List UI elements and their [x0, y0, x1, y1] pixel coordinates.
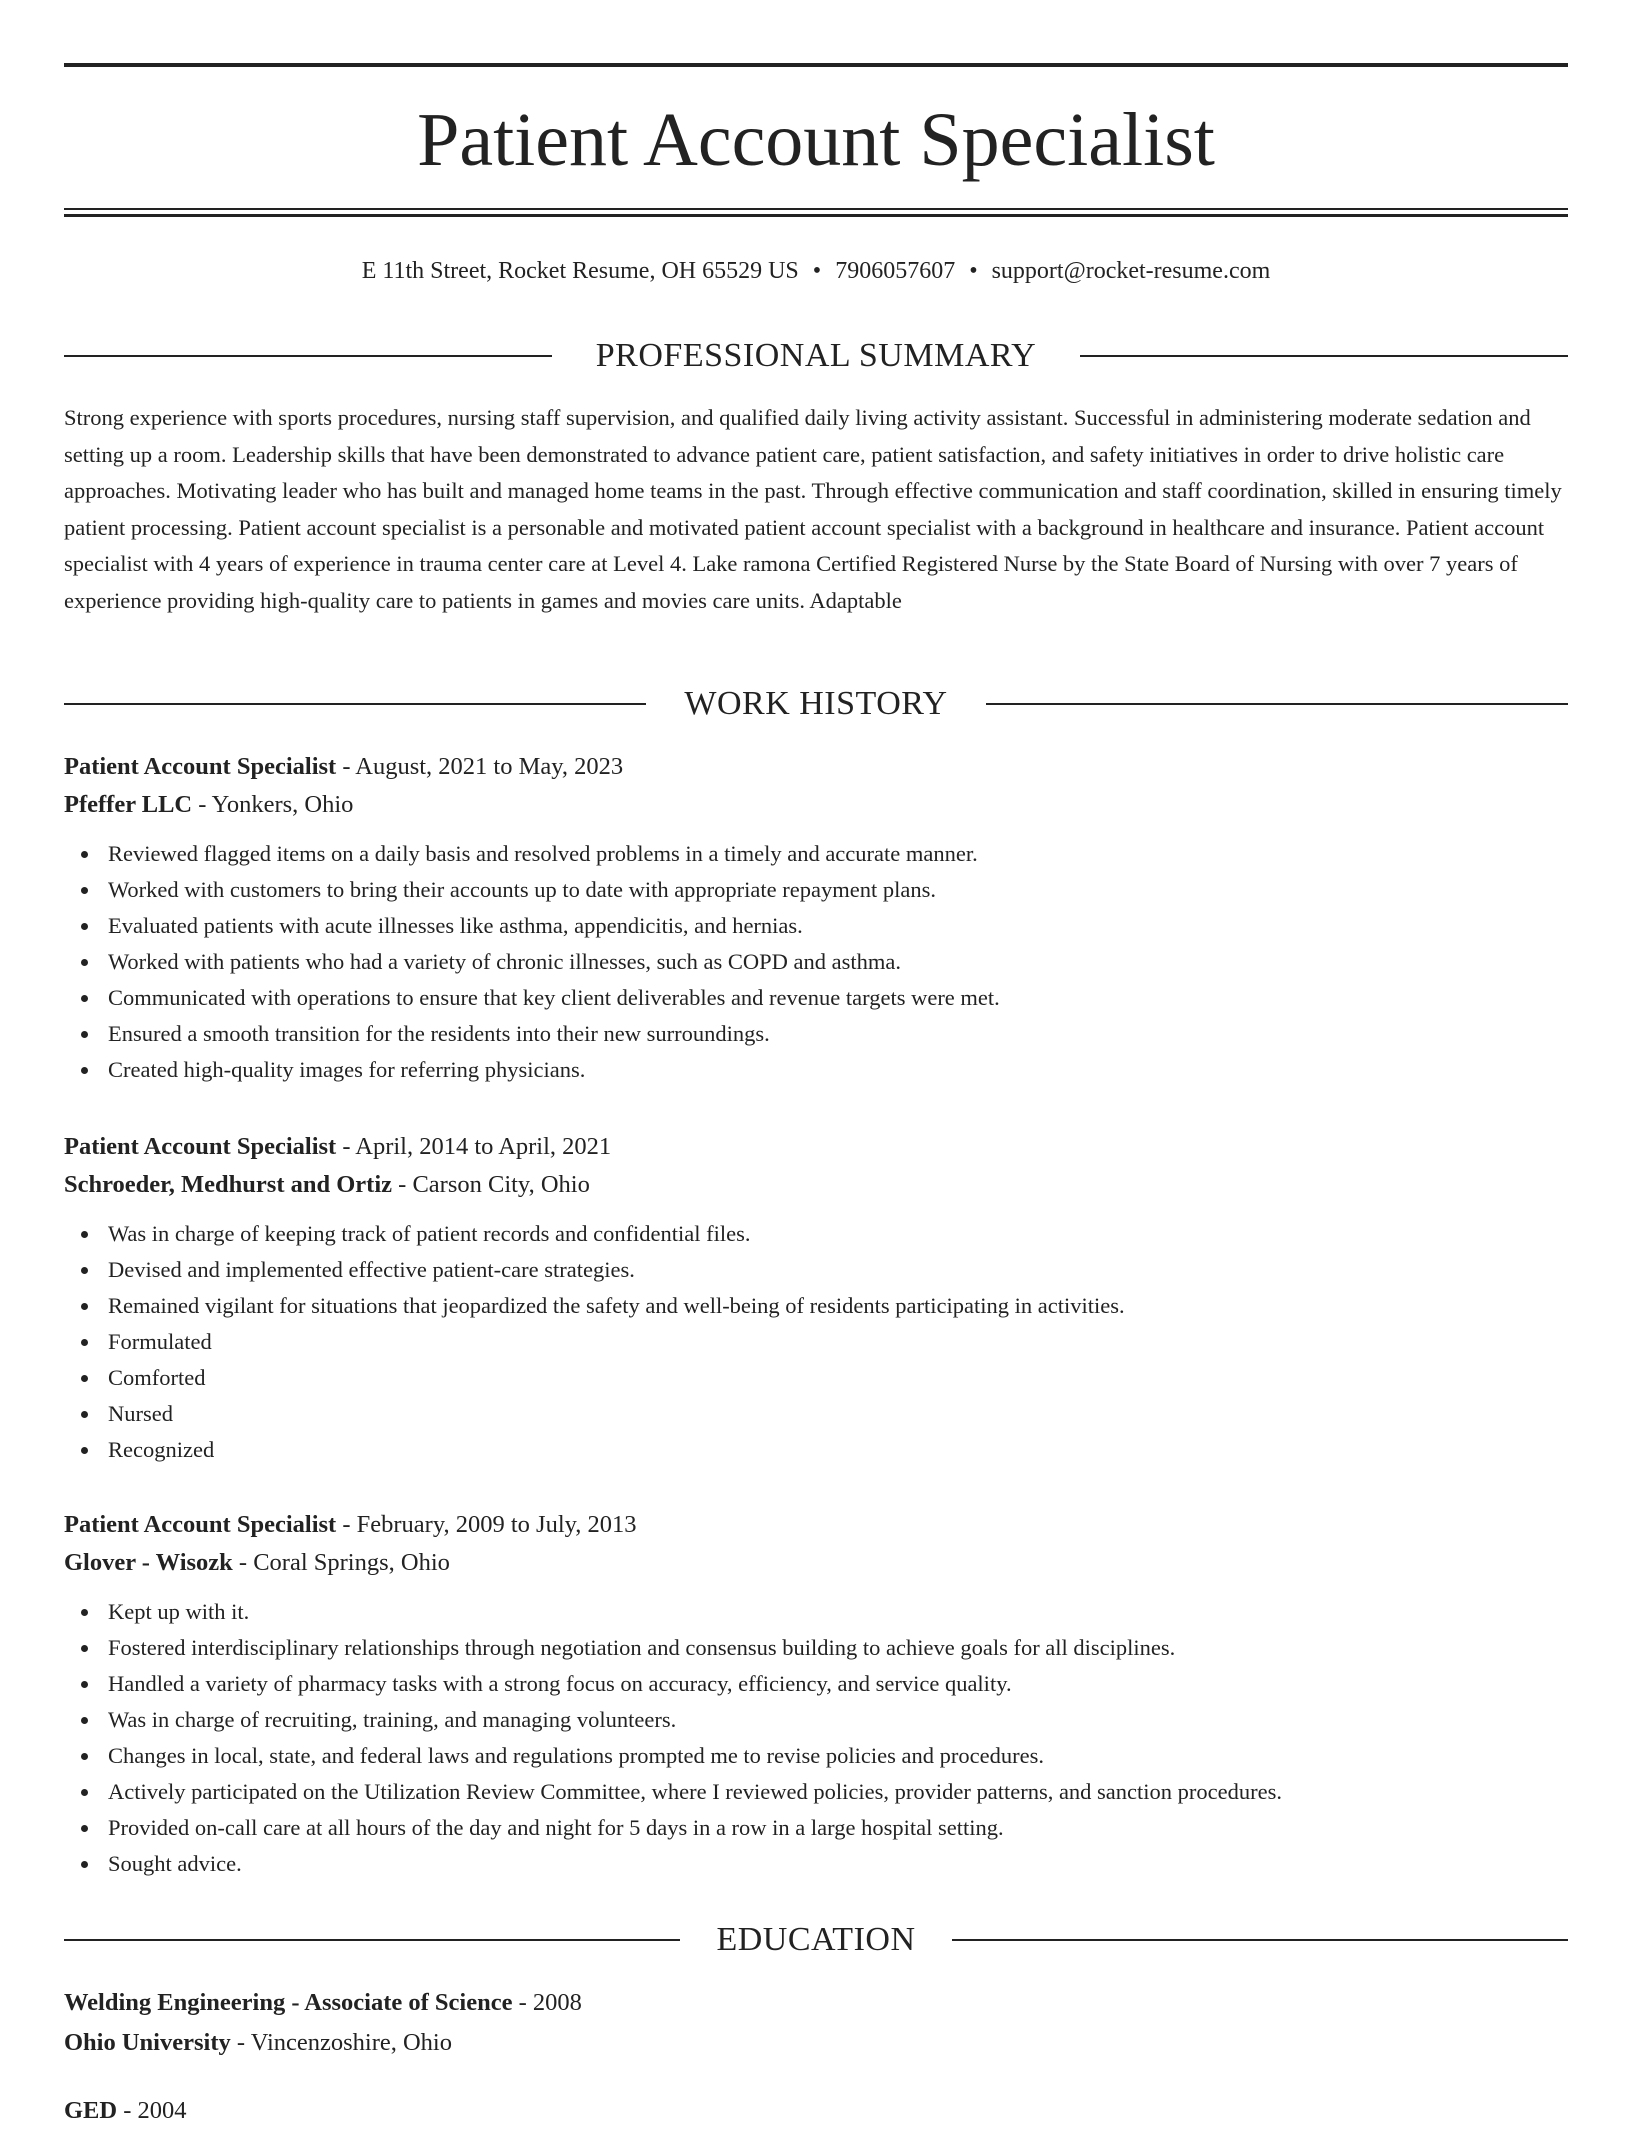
job-location: - Carson City, Ohio [392, 1171, 590, 1198]
job-entry [64, 1128, 1568, 1468]
bullet-item: Ensured a smooth transition for the residents into their new surroundings. [64, 1016, 1568, 1052]
job-dates: - April, 2014 to April, 2021 [336, 1133, 612, 1160]
summary-text: Strong experience with sports procedures, nursing staff supervision, and qualified daily living activity assistant. Successful in administering moderate sedation and setting up a room. Leadership skills that have been demonstrated to advance patient care, patient satisfaction, and safety initiatives in order to drive holistic care approaches. Motivating leader who has built and managed home teams in the past. Through effective communication and staff coordination, skilled in ensuring timely patient processing. Patient account specialist is a personable and motivated patient account specialist with a background in healthcare and insurance. Patient account specialist with 4 years of experience in trauma center care at Level 4. Lake ramona Certified Registered Nurse by the State Board of Nursing with over 7 years of experience providing high-quality care to patients in games and movies care units. Adaptable [64, 405, 1562, 613]
education-entry [64, 2092, 1568, 2130]
bullet-item: Created high-quality images for referring physicians. [64, 1052, 1568, 1088]
job-bullets [64, 1216, 1568, 1468]
education-degree: GED [64, 2097, 118, 2124]
job-title-line [64, 1506, 1568, 1544]
bullet-item: Worked with patients who had a variety of chronic illnesses, such as COPD and asthma. [64, 944, 1568, 980]
job-title: Patient Account Specialist [64, 1133, 337, 1160]
education-school-line [64, 2024, 1568, 2062]
contact-separator: • [969, 258, 978, 284]
bullet-item: Actively participated on the Utilization Review Committee, where I reviewed policies, provider patterns, and sanction procedures. [64, 1774, 1568, 1810]
education-school: Ohio University [64, 2029, 231, 2056]
bullet-item: Changes in local, state, and federal laws and regulations prompted me to revise policies and procedures. [64, 1738, 1568, 1774]
job-title-line [64, 1128, 1568, 1166]
bullet-item: Was in charge of recruiting, training, and managing volunteers. [64, 1702, 1568, 1738]
bullet-item: Handled a variety of pharmacy tasks with a strong focus on accuracy, efficiency, and service quality. [64, 1666, 1568, 1702]
heading-rule-right [986, 703, 1568, 705]
job-bullets [64, 1594, 1568, 1882]
education-year: - 2004 [117, 2097, 187, 2124]
bullet-item: Fostered interdisciplinary relationships through negotiation and consensus building to achieve goals for all disciplines. [64, 1630, 1568, 1666]
job-dates: - February, 2009 to July, 2013 [336, 1511, 637, 1538]
section-heading-education [64, 1920, 1568, 1960]
section-heading-work [64, 684, 1568, 724]
bullet-item: Worked with customers to bring their accounts up to date with appropriate repayment plans. [64, 872, 1568, 908]
bullet-item: Comforted [64, 1360, 1568, 1396]
bullet-item: Sought advice. [64, 1846, 1568, 1882]
bullet-item: Devised and implemented effective patient-care strategies. [64, 1252, 1568, 1288]
bullet-item: Communicated with operations to ensure that key client deliverables and revenue targets were met. [64, 980, 1568, 1016]
contact-line [64, 254, 1568, 288]
bullet-item: Was in charge of keeping track of patient records and confidential files. [64, 1216, 1568, 1252]
page-title: Patient Account Specialist [417, 98, 1215, 182]
job-company-line [64, 786, 1568, 824]
education-degree-line [64, 1984, 1568, 2022]
education-entry [64, 1984, 1568, 2062]
bullet-item: Formulated [64, 1324, 1568, 1360]
job-title: Patient Account Specialist [64, 753, 337, 780]
job-title-line [64, 748, 1568, 786]
bullet-item: Provided on-call care at all hours of the day and night for 5 days in a row in a large hospital setting. [64, 1810, 1568, 1846]
job-company-line [64, 1544, 1568, 1582]
job-dates: - August, 2021 to May, 2023 [336, 753, 624, 780]
job-title: Patient Account Specialist [64, 1511, 337, 1538]
contact-email: support@rocket-resume.com [991, 258, 1271, 284]
heading-rule-right [952, 1939, 1568, 1941]
job-company: Pfeffer LLC [64, 791, 193, 818]
job-company-line [64, 1166, 1568, 1204]
job-company: Glover - Wisozk [64, 1549, 233, 1576]
top-rule [64, 63, 1568, 67]
bullet-item: Kept up with it. [64, 1594, 1568, 1630]
bullet-item: Remained vigilant for situations that jeopardized the safety and well-being of residents participating in activities. [64, 1288, 1568, 1324]
section-heading-label: PROFESSIONAL SUMMARY [595, 337, 1037, 374]
title-double-rule [64, 208, 1568, 217]
bullet-item: Evaluated patients with acute illnesses like asthma, appendicitis, and hernias. [64, 908, 1568, 944]
job-entry [64, 748, 1568, 1088]
bullet-item: Recognized [64, 1432, 1568, 1468]
contact-phone: 7906057607 [835, 258, 956, 284]
contact-address: E 11th Street, Rocket Resume, OH 65529 US [361, 258, 799, 284]
job-bullets [64, 836, 1568, 1088]
section-heading-label: WORK HISTORY [684, 685, 948, 722]
section-heading-summary [64, 336, 1568, 376]
job-location: - Yonkers, Ohio [192, 791, 354, 818]
education-degree: Welding Engineering - Associate of Science [64, 1989, 513, 2016]
contact-separator: • [812, 258, 822, 284]
education-location: - Vincenzoshire, Ohio [230, 2029, 452, 2056]
job-company: Schroeder, Medhurst and Ortiz [64, 1171, 393, 1198]
section-heading-label: EDUCATION [716, 1921, 916, 1958]
heading-rule-right [1080, 355, 1568, 357]
bullet-item: Nursed [64, 1396, 1568, 1432]
job-entry [64, 1506, 1568, 1882]
bullet-item: Reviewed flagged items on a daily basis and resolved problems in a timely and accurate manner. [64, 836, 1568, 872]
education-degree-line [64, 2092, 1568, 2130]
education-year: - 2008 [512, 1989, 582, 2016]
job-location: - Coral Springs, Ohio [232, 1549, 450, 1576]
